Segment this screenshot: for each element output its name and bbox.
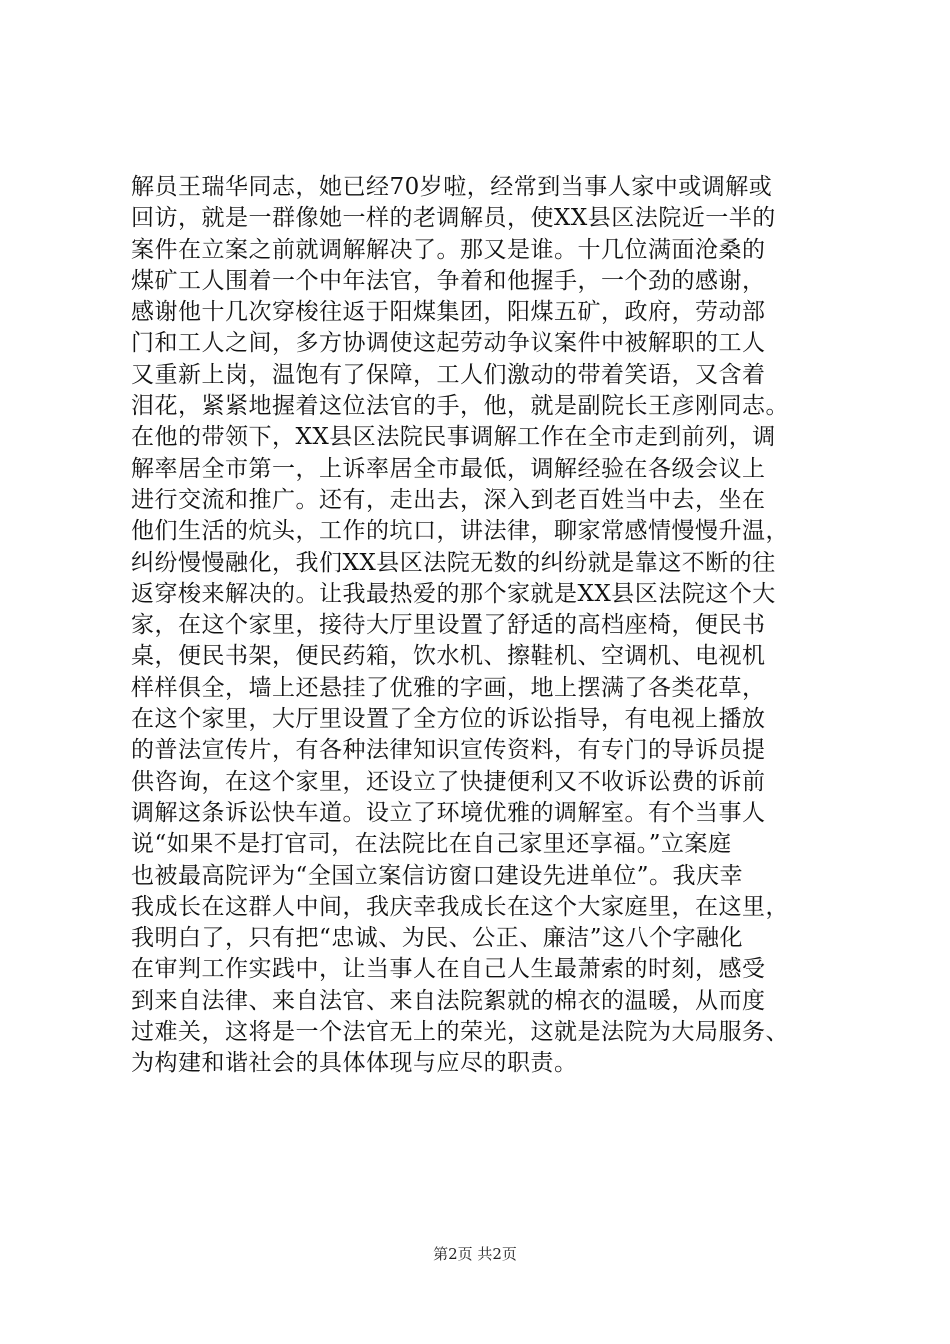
text-line: 他们生活的炕头，工作的坑口，讲法律，聊家常感情慢慢升温， <box>131 518 789 545</box>
text-line: 案件在立案之前就调解解决了。那又是谁。十几位满面沧桑的 <box>131 236 766 263</box>
text-line: 也被最高院评为“全国立案信访窗口建设先进单位”。我庆幸 <box>131 862 744 889</box>
text-line: 又重新上岗，温饱有了保障，工人们激动的带着笑语，又含着 <box>131 361 766 388</box>
text-line: 我明白了，只有把“忠诚、为民、公正、廉洁”这八个字融化 <box>131 925 744 952</box>
text-line: 泪花，紧紧地握着这位法官的手，他，就是副院长王彦刚同志。 <box>131 393 789 420</box>
text-line: 解率居全市第一，上诉率居全市最低，调解经验在各级会议上 <box>131 455 766 482</box>
text-line: 为构建和谐社会的具体体现与应尽的职责。 <box>131 1050 578 1077</box>
text-line: 家，在这个家里，接待大厅里设置了舒适的高档座椅，便民书 <box>131 612 766 639</box>
text-line: 过难关，这将是一个法官无上的荣光，这就是法院为大局服务、 <box>131 1019 789 1046</box>
text-line: 返穿梭来解决的。让我最热爱的那个家就是XX县区法院这个大 <box>131 580 776 607</box>
text-line: 感谢他十几次穿梭往返于阳煤集团，阳煤五矿，政府，劳动部 <box>131 299 766 326</box>
text-line: 在这个家里，大厅里设置了全方位的诉讼指导，有电视上播放 <box>131 706 766 733</box>
text-line: 在审判工作实践中，让当事人在自己人生最萧索的时刻，感受 <box>131 956 766 983</box>
text-line: 门和工人之间，多方协调使这起劳动争议案件中被解职的工人 <box>131 330 766 357</box>
text-line: 我成长在这群人中间，我庆幸我成长在这个大家庭里，在这里， <box>131 893 789 920</box>
text-line: 在他的带领下，XX县区法院民事调解工作在全市走到前列，调 <box>131 424 776 451</box>
page-number: 第2页 共2页 <box>433 1245 517 1263</box>
text-line: 的普法宣传片，有各种法律知识宣传资料，有专门的导诉员提 <box>131 737 766 764</box>
text-line: 供咨询，在这个家里，还设立了快捷便利又不收诉讼费的诉前 <box>131 768 766 795</box>
text-line: 进行交流和推广。还有，走出去，深入到老百姓当中去，坐在 <box>131 486 766 513</box>
body-paragraph <box>131 172 831 1080</box>
text-line: 桌，便民书架，便民药箱，饮水机、擦鞋机、空调机、电视机 <box>131 643 766 670</box>
text-line: 说“如果不是打官司，在法院比在自己家里还享福。”立案庭 <box>131 831 732 858</box>
text-line: 煤矿工人围着一个中年法官，争着和他握手，一个劲的感谢， <box>131 267 766 294</box>
text-line: 解员王瑞华同志，她已经70岁啦，经常到当事人家中或调解或 <box>131 174 773 200</box>
text-line: 纠纷慢慢融化，我们XX县区法院无数的纠纷就是靠这不断的往 <box>131 549 776 576</box>
text-line: 样样俱全，墙上还悬挂了优雅的字画，地上摆满了各类花草， <box>131 674 766 701</box>
text-line: 调解这条诉讼快车道。设立了环境优雅的调解室。有个当事人 <box>131 799 766 826</box>
text-line: 到来自法律、来自法官、来自法院絮就的棉衣的温暖，从而度 <box>131 987 766 1014</box>
text-line: 回访，就是一群像她一样的老调解员，使XX县区法院近一半的 <box>131 205 776 232</box>
